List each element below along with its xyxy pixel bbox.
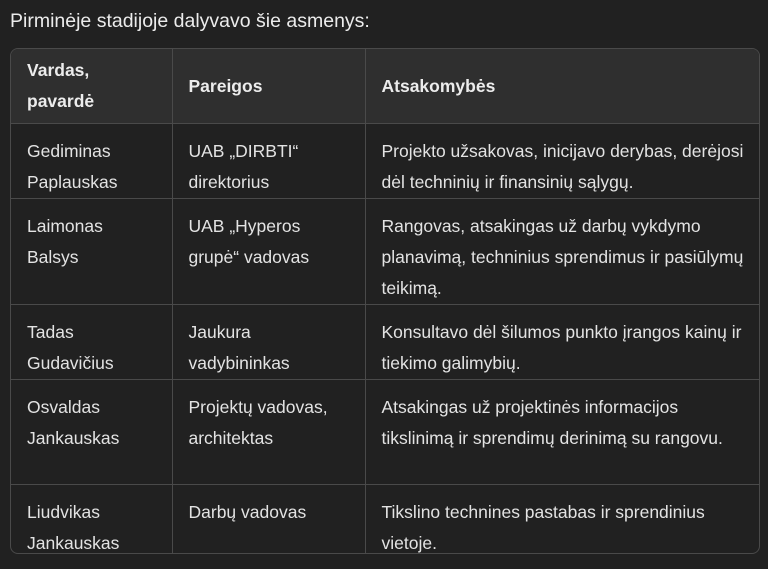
participants-table xyxy=(10,48,760,554)
table-header-row xyxy=(11,49,760,124)
table-row xyxy=(11,124,760,199)
cell-responsibilities: Konsultavo dėl šilumos punkto įrangos kainų ir tiekimo galimybių. xyxy=(365,305,760,380)
header-position: Pareigos xyxy=(172,49,365,124)
cell-responsibilities: Tikslino technines pastabas ir sprendinius vietoje. xyxy=(381,502,705,553)
intro-text: Pirminėje stadijoje dalyvavo šie asmenys: xyxy=(10,10,370,32)
cell-position: Jaukura vadybininkas xyxy=(172,305,365,380)
cell-name: Laimonas Balsys xyxy=(11,199,172,305)
cell-responsibilities: Projekto užsakovas, inicijavo derybas, derėjosi dėl techninių ir finansinių sąlygų. xyxy=(365,124,760,199)
cell-position: Darbų vadovas xyxy=(172,485,365,555)
table-row xyxy=(11,305,760,380)
cell-position: UAB „DIRBTI“ direktorius xyxy=(172,124,365,199)
cell-name: Liudvikas Jankauskas xyxy=(11,485,172,555)
cell-name: Gediminas Paplauskas xyxy=(11,124,172,199)
table-row xyxy=(11,380,760,485)
cell-responsibilities: Atsakingas už projektinės informacijos tikslinimą ir sprendimų derinimą su rangovu. xyxy=(365,380,760,485)
cell-name: Tadas Gudavičius xyxy=(11,305,172,380)
table-row xyxy=(11,485,760,555)
header-name: Vardas, pavardė xyxy=(11,49,172,124)
table-row xyxy=(11,199,760,305)
cell-position: UAB „Hyperos grupė“ vadovas xyxy=(172,199,365,305)
cell-responsibilities: Rangovas, atsakingas už darbų vykdymo planavimą, techninius sprendimus ir pasiūlymų teikimą. xyxy=(365,199,760,305)
cell-name: Osvaldas Jankauskas xyxy=(11,380,172,485)
header-responsibilities: Atsakomybės xyxy=(365,49,760,124)
cell-position: Projektų vadovas, architektas xyxy=(172,380,365,485)
